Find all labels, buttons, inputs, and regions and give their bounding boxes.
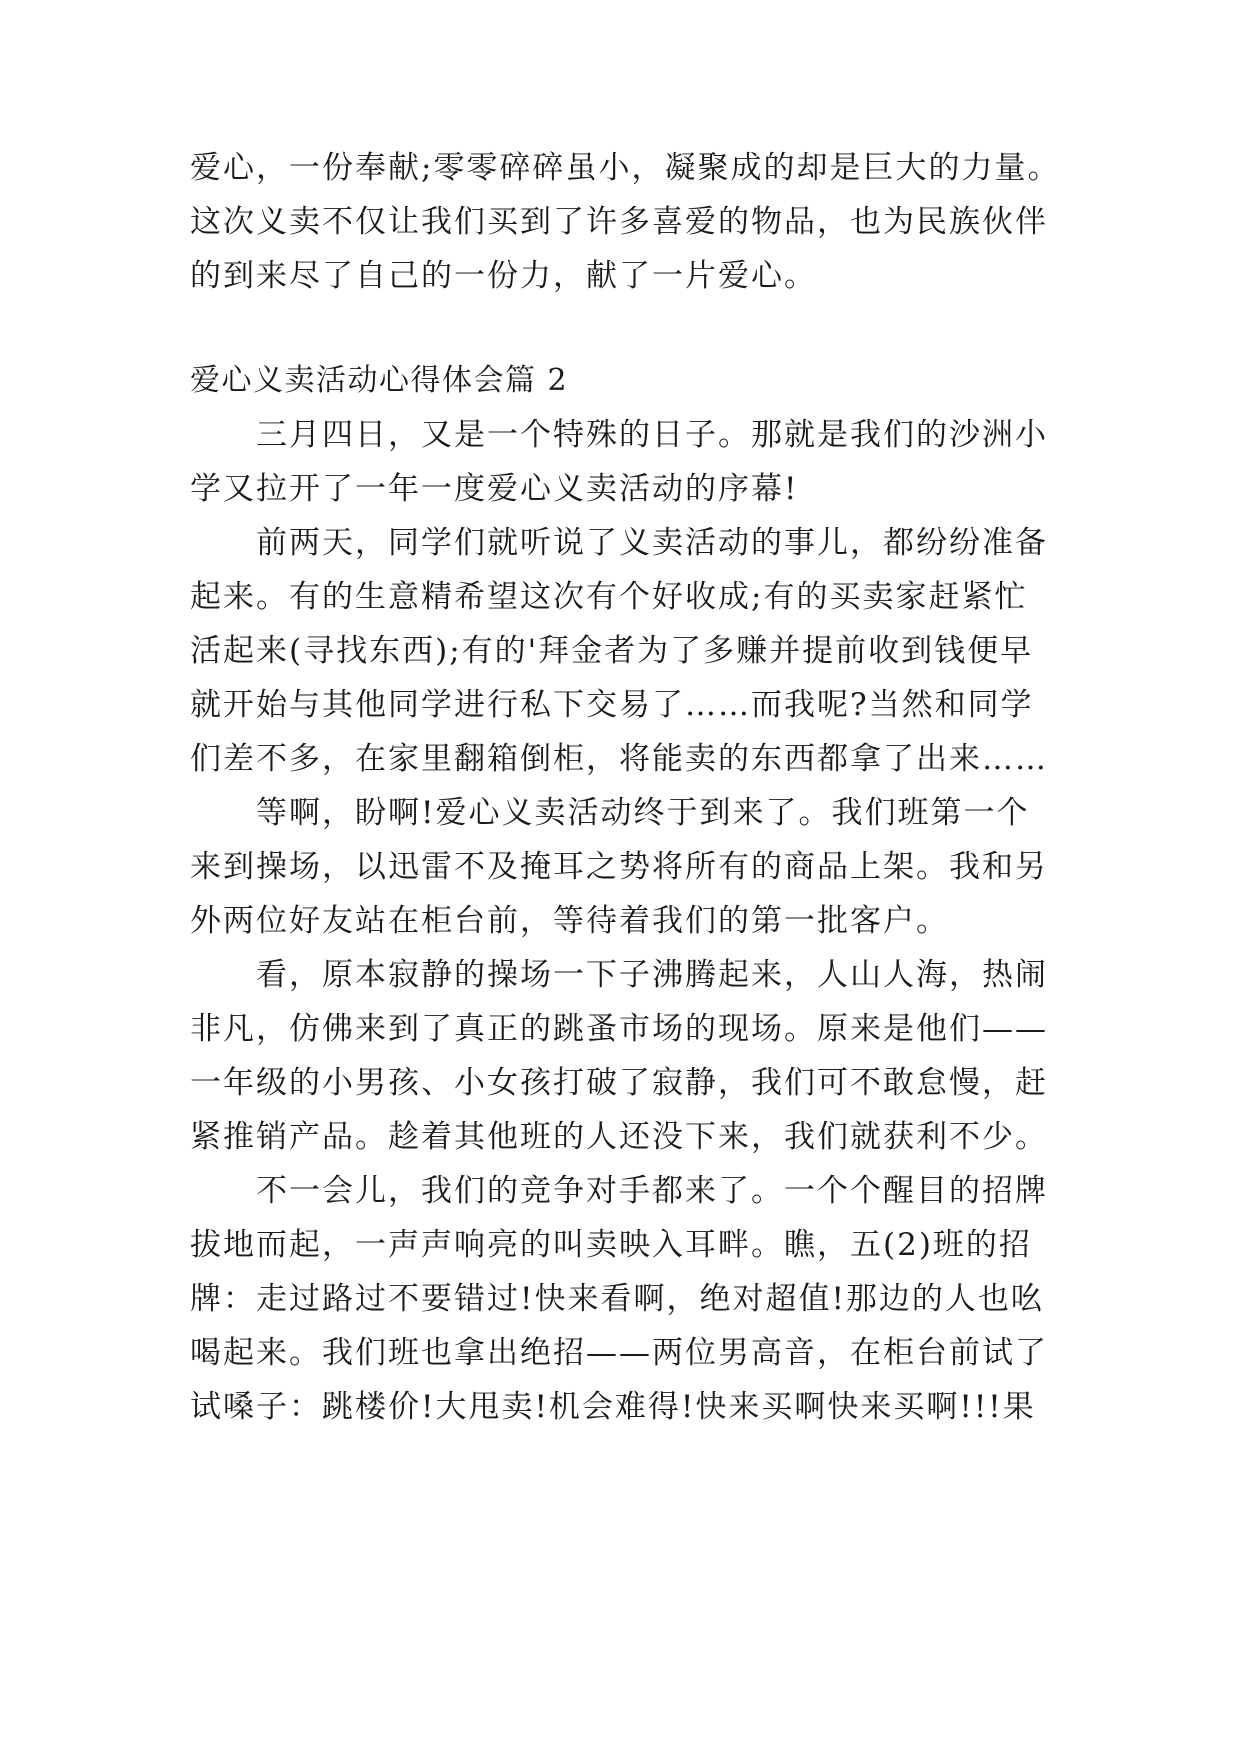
paragraph-line: 们差不多，在家里翻箱倒柜，将能卖的东西都拿了出来…… — [190, 741, 1048, 777]
intro-line: 这次义卖不仅让我们买到了许多喜爱的物品，也为民族伙伴 — [190, 204, 1048, 240]
paragraph-line: 学又拉开了一年一度爱心义卖活动的序幕! — [190, 471, 799, 507]
paragraph-line: 等啊，盼啊!爱心义卖活动终于到来了。我们班第一个 — [256, 795, 1030, 831]
paragraph-line: 看，原本寂静的操场一下子沸腾起来，人山人海，热闹 — [256, 957, 1048, 993]
paragraph-line: 三月四日，又是一个特殊的日子。那就是我们的沙洲小 — [256, 417, 1048, 453]
paragraph-line: 试嗓子：跳楼价!大甩卖!机会难得!快来买啊快来买啊!!!果 — [190, 1389, 1036, 1425]
section-heading: 爱心义卖活动心得体会篇 2 — [190, 363, 569, 398]
paragraph-line: 活起来(寻找东西);有的'拜金者为了多赚并提前收到钱便早 — [190, 633, 1034, 669]
paragraph-line: 外两位好友站在柜台前，等待着我们的第一批客户。 — [190, 903, 949, 939]
paragraph-line: 不一会儿，我们的竞争对手都来了。一个个醒目的招牌 — [256, 1173, 1048, 1209]
paragraph-line: 紧推销产品。趁着其他班的人还没下来，我们就获利不少。 — [190, 1119, 1048, 1155]
intro-line: 的到来尽了自己的一份力，献了一片爱心。 — [190, 258, 817, 294]
paragraph-line: 就开始与其他同学进行私下交易了……而我呢?当然和同学 — [190, 687, 1034, 723]
paragraph-line: 非凡，仿佛来到了真正的跳蚤市场的现场。原来是他们—— — [190, 1011, 1048, 1047]
paragraph-line: 一年级的小男孩、小女孩打破了寂静，我们可不敢怠慢，赶 — [190, 1065, 1048, 1101]
intro-line: 爱心，一份奉献;零零碎碎虽小，凝聚成的却是巨大的力量。 — [190, 150, 1061, 186]
paragraph-line: 起来。有的生意精希望这次有个好收成;有的买卖家赶紧忙 — [190, 579, 1028, 615]
paragraph-line: 来到操场，以迅雷不及掩耳之势将所有的商品上架。我和另 — [190, 849, 1048, 885]
paragraph-line: 喝起来。我们班也拿出绝招——两位男高音，在柜台前试了 — [190, 1335, 1048, 1371]
paragraph-line: 前两天，同学们就听说了义卖活动的事儿，都纷纷准备 — [256, 525, 1048, 561]
paragraph-line: 牌：走过路过不要错过!快来看啊，绝对超值!那边的人也吆 — [190, 1281, 1044, 1317]
paragraph-line: 拔地而起，一声声响亮的叫卖映入耳畔。瞧，五(2)班的招 — [190, 1227, 1032, 1263]
